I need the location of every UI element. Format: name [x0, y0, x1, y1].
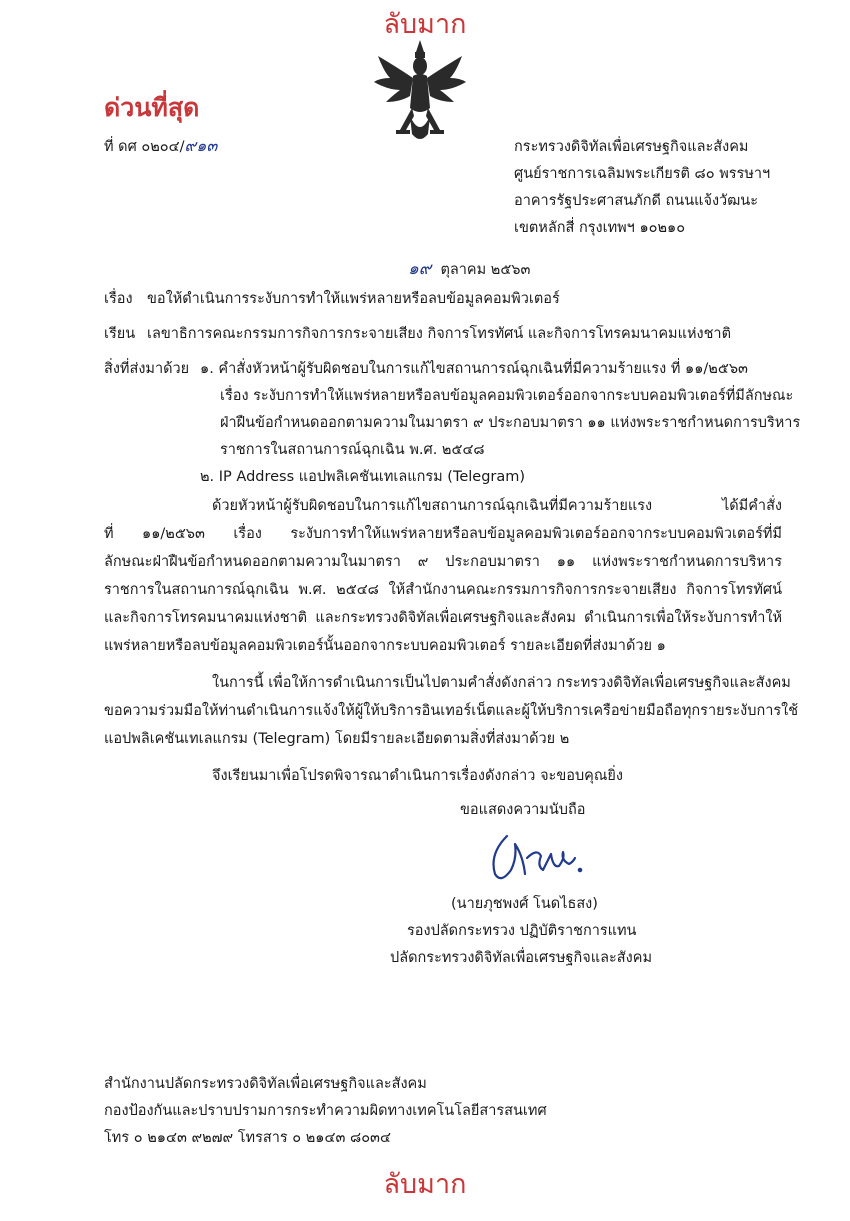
- body-paragraph-1-line: ด้วยหัวหน้าผู้รับผิดชอบในการแก้ไขสถานการณ์ฉุกเฉินที่มีความร้ายแรง ได้มีคำสั่ง: [212, 498, 782, 514]
- salutation: ขอแสดงความนับถือ: [460, 802, 586, 818]
- reference-prefix: ที่ ดศ ๐๒๐๔/: [104, 139, 185, 155]
- urgency-stamp: ด่วนที่สุด: [104, 93, 200, 122]
- enclosure-item-1-line: ฝ่าฝืนข้อกำหนดออกตามความในมาตรา ๙ ประกอบมาตรา ๑๑ แห่งพระราชกำหนดการบริหาร: [220, 415, 801, 431]
- body-paragraph-2-line: ขอความร่วมมือให้ท่านดำเนินการแจ้งให้ผู้ให้บริการอินเทอร์เน็ตและผู้ให้บริการเครือข่ายมือถือทุกรายระงับการใช้: [104, 703, 799, 719]
- recipient-label: เรียน: [104, 326, 136, 342]
- body-paragraph-1-line: ลักษณะฝ่าฝืนข้อกำหนดออกตามความในมาตรา ๙ ประกอบมาตรา ๑๑ แห่งพระราชกำหนดการบริหาร: [104, 554, 782, 570]
- reference-number: [104, 134, 217, 159]
- date-day-handwritten: ๑๙: [408, 259, 432, 279]
- footer-division: กองป้องกันและปราบปรามการกระทำความผิดทางเทคโนโลยีสารสนเทศ: [104, 1103, 547, 1119]
- enclosure-item-1-line: ราชการในสถานการณ์ฉุกเฉิน พ.ศ. ๒๕๔๘: [220, 442, 485, 458]
- enclosure-item-1-line: ๑. คำสั่งหัวหน้าผู้รับผิดชอบในการแก้ไขสถานการณ์ฉุกเฉินที่มีความร้ายแรง ที่ ๑๑/๒๕๖๓: [200, 361, 748, 377]
- subject-text: ขอให้ดำเนินการระงับการทำให้แพร่หลายหรือลบข้อมูลคอมพิวเตอร์: [147, 291, 560, 307]
- sender-address-line: ศูนย์ราชการเฉลิมพระเกียรติ ๘๐ พรรษาฯ: [514, 166, 771, 182]
- enclosures-label: สิ่งที่ส่งมาด้วย: [104, 361, 190, 377]
- recipient-text: เลขาธิการคณะกรรมการกิจการกระจายเสียง กิจการโทรทัศน์ และกิจการโทรคมนาคมแห่งชาติ: [147, 326, 731, 342]
- date-month-year: ตุลาคม ๒๕๖๓: [440, 262, 531, 278]
- letter-date: [408, 255, 530, 282]
- enclosure-item-2: ๒. IP Address แอปพลิเคชันเทเลแกรม (Telegram): [200, 469, 526, 485]
- signatory-position-1: รองปลัดกระทรวง ปฏิบัติราชการแทน: [407, 923, 637, 939]
- closing-request: จึงเรียนมาเพื่อโปรดพิจารณาดำเนินการเรื่องดังกล่าว จะขอบคุณยิ่ง: [212, 768, 623, 784]
- garuda-emblem: [370, 38, 470, 148]
- handwritten-signature: [485, 830, 585, 888]
- footer-office: สำนักงานปลัดกระทรวงดิจิทัลเพื่อเศรษฐกิจและสังคม: [104, 1076, 427, 1092]
- body-paragraph-1-line: และกิจการโทรคมนาคมแห่งชาติ และกระทรวงดิจิทัลเพื่อเศรษฐกิจและสังคม ดำเนินการเพื่อให้ระงับการทำให้: [104, 610, 782, 626]
- sender-address-line: เขตหลักสี่ กรุงเทพฯ ๑๐๒๑๐: [514, 220, 686, 236]
- classification-bottom: ลับมาก: [383, 1169, 467, 1200]
- body-paragraph-2-line: แอปพลิเคชันเทเลแกรม (Telegram) โดยมีรายละเอียดตามสิ่งที่ส่งมาด้วย ๒: [104, 731, 570, 747]
- sender-address-line: กระทรวงดิจิทัลเพื่อเศรษฐกิจและสังคม: [514, 139, 749, 155]
- classification-top: ลับมาก: [383, 9, 467, 40]
- reference-handwritten-number: ๙๑๓: [184, 136, 218, 155]
- sender-address-line: อาคารรัฐประศาสนภักดี ถนนแจ้งวัฒนะ: [514, 193, 758, 209]
- signatory-position-2: ปลัดกระทรวงดิจิทัลเพื่อเศรษฐกิจและสังคม: [390, 950, 652, 966]
- subject-label: เรื่อง: [104, 291, 133, 307]
- signatory-name: (นายภุชพงศ์ โนดไธสง): [451, 896, 598, 912]
- body-paragraph-1-line: แพร่หลายหรือลบข้อมูลคอมพิวเตอร์นั้นออกจากระบบคอมพิวเตอร์ รายละเอียดที่ส่งมาด้วย ๑: [104, 638, 666, 654]
- body-paragraph-1-line: ราชการในสถานการณ์ฉุกเฉิน พ.ศ. ๒๕๔๘ ให้สำนักงานคณะกรรมการกิจการกระจายเสียง กิจการโทรทัศน์: [104, 582, 782, 598]
- footer-contact: โทร ๐ ๒๑๔๓ ๙๒๗๙ โทรสาร ๐ ๒๑๔๓ ๘๐๓๔: [104, 1130, 391, 1146]
- enclosure-item-1-line: เรื่อง ระงับการทำให้แพร่หลายหรือลบข้อมูลคอมพิวเตอร์ออกจากระบบคอมพิวเตอร์ที่มีลักษณะ: [220, 388, 794, 404]
- body-paragraph-1-line: ที่ ๑๑/๒๕๖๓ เรื่อง ระงับการทำให้แพร่หลายหรือลบข้อมูลคอมพิวเตอร์ออกจากระบบคอมพิวเตอร์ที่มี: [104, 526, 782, 542]
- body-paragraph-2-line: ในการนี้ เพื่อให้การดำเนินการเป็นไปตามคำสั่งดังกล่าว กระทรวงดิจิทัลเพื่อเศรษฐกิจและสังคม: [212, 675, 791, 691]
